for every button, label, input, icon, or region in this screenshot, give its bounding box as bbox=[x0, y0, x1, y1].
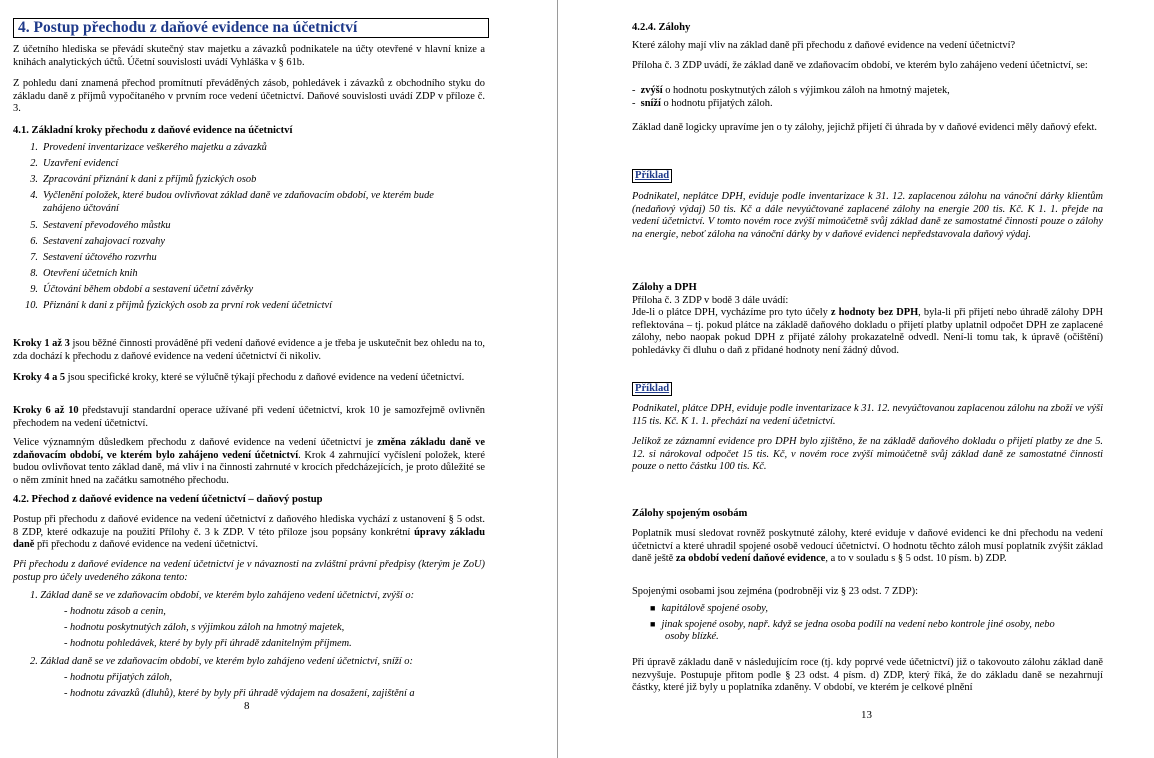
list-item: 8. Otevření účetních knih bbox=[30, 268, 138, 279]
paragraph-steps-6-10: Kroky 6 až 10 představují standardní operace užívané při vedení účetnictví, krok 10 je samozřejmě ovlivněn přechodem na vedení účetnictví. bbox=[13, 405, 485, 429]
example-label: Příklad bbox=[632, 382, 672, 396]
page-divider bbox=[557, 0, 558, 758]
heading-zalohy-dph: Zálohy a DPH bbox=[632, 282, 697, 293]
paragraph-dph: Jde-li o plátce DPH, vycházíme pro tyto účely z hodnoty bez DPH, byla-li při přijetí nebo úhradě zálohy DPH reflektována – tj. pokud plátce na základě daňového dokladu o přijetí platby uplatnil odpočet DPH ze zaplacené zálohy, nebo naopak pokud DPH z přijaté zálohy prokazatelně odvedl. Není-li tomu tak, k úpravě (očištění) pohledávky či dluhu o daň z přidané hodnoty není žádný důvod. bbox=[632, 307, 1103, 356]
list-item: 7. Sestavení účtového rozvrhu bbox=[30, 252, 157, 263]
section-heading-4-2: 4.2. Přechod z daňové evidence na vedení účetnictví – daňový postup bbox=[13, 494, 323, 505]
right-page bbox=[560, 0, 1154, 758]
paragraph-last: Při úpravě základu daně v následujícím roce (tj. kdy poprvé vede účetnictví) již o takovouto zálohu základ daně nezvyšuje. Postupuje přitom podle § 23 odst. 4 písm. d) ZDP, který říká, že do základu daně se nezahrnují částky, které již byly u poplatníka zdaněny. V období, ve kterém je celkové plnění bbox=[632, 657, 1103, 693]
paragraph-tax-procedure: Postup při přechodu z daňové evidence na vedení účetnictví z daňového hlediska vychází z ustanovení § 5 odst. 8 ZDP, které odkazuje na použití Přílohy č. 3 k ZDP. V této příloze jsou popsány konkrétní úpravy základu daně při přechodu z daňové evidence na vedení účetnictví. bbox=[13, 514, 485, 550]
section-heading-4-2-4: 4.2.4. Zálohy bbox=[632, 22, 691, 33]
list-item: 4. Vyčlenění položek, které budou ovlivňovat základ daně ve zdaňovacím období, ve kterém bude bbox=[30, 190, 434, 201]
example-2-text-a: Podnikatel, plátce DPH, eviduje podle inventarizace k 31. 12. nevyúčtovanou zaplacenou zálohu na zboží ve výši 115 tis. Kč. K 1. 1. přechází na vedení účetnictví. bbox=[632, 403, 1103, 427]
list-item: 2. Uzavření evidencí bbox=[30, 158, 119, 169]
paragraph-annex-3: Příloha č. 3 ZDP uvádí, že základ daně ve zdaňovacím období, ve kterém bylo zahájeno vedení účetnictví, se: bbox=[632, 60, 1088, 71]
list-item: 3. Zpracování přiznání k dani z příjmů fyzických osob bbox=[30, 174, 257, 185]
list-item: ■ kapitálově spojené osoby, bbox=[650, 603, 768, 614]
related-persons-intro: Spojenými osobami jsou zejména (podrobněji viz § 23 odst. 7 ZDP): bbox=[632, 586, 918, 597]
paragraph-logic: Základ daně logicky upravíme jen o ty zálohy, jejichž přijetí či úhrada by v daňové evidenci měly daňový efekt. bbox=[632, 122, 1098, 133]
paragraph-steps-1-3: Kroky 1 až 3 jsou běžné činnosti prováděné při vedení daňové evidence a je třeba je uskutečnit bez ohledu na to, zda dochází k přechodu z daňové evidence na vedení účetnictví či nikoliv. bbox=[13, 338, 485, 362]
paragraph-intro: Z účetního hlediska se převádí skutečný stav majetku a závazků podnikatele na účty otevřené v hlavní knize a knihách analytických účtů. Účetní souvislosti uvádí Vyhláška v § 61b. bbox=[13, 44, 485, 68]
list-item: osoby blízké. bbox=[665, 631, 719, 642]
list-item: 5. Sestavení převodového můstku bbox=[30, 220, 171, 231]
page-number: 8 bbox=[244, 700, 250, 712]
list-item: - hodnotu poskytnutých záloh, s výjimkou záloh na hmotný majetek, bbox=[64, 622, 345, 633]
dph-intro: Příloha č. 3 ZDP v bodě 3 dále uvádí: bbox=[632, 295, 789, 306]
list-item: - hodnotu závazků (dluhů), které by byly při úhradě výdajem na dosažení, zajištění a bbox=[64, 688, 415, 699]
example-1-text: Podnikatel, neplátce DPH, eviduje podle inventarizace k 31. 12. zaplacenou zálohu na vánoční dárky klientům (nedaňový výdaj) 50 tis. Kč a dále nevyúčtované zaplacené zálohy na energie 200 tis. Kč. K 1. 1. přejde na vedení účetnictví. V tomto novém roce zvýší mimoúčetně svůj základ daně ze samostatné činnosti pouze o zálohy na energie, neboť záloha na vánoční dárky by v daňové evidenci nepředstavovala daňový výdaj. bbox=[632, 191, 1103, 240]
left-page bbox=[0, 0, 558, 758]
list-item: - hodnotu přijatých záloh, bbox=[64, 672, 172, 683]
paragraph-significance: Velice významným důsledkem přechodu z daňové evidence na vedení účetnictví je změna základu daně ve zdaňovacím období, ve kterém bylo zahájeno vedení účetnictví. Krok 4 zahrnující vyčíslení položek, které budou ovlivňovat tento základ daně, má vliv i na činnosti zahrnuté v krocích předcházejících, je proto důležité se o něm zmínit hned na začátku samotného přechodu. bbox=[13, 437, 485, 486]
paragraph-tax-view: Z pohledu daní znamená přechod promítnutí převáděných zásob, pohledávek i závazků z obchodního styku do základu daně z příjmů vypočítaného v prvním roce vedení účetnictví. Daňové souvislosti uvádí ZDP v příloze č. 3. bbox=[13, 78, 485, 114]
paragraph-related-persons: Poplatník musí sledovat rovněž poskytnuté zálohy, které eviduje v daňové evidenci ke dni přechodu na vedení účetnictví a které uhradil spojené osobě vedoucí účetnictví. O hodnotu těchto záloh musí poplatník zvýšit základ daně ještě za období vedení daňové evidence, a to v souladu s § 5 odst. 10 písm. b) ZDP. bbox=[632, 528, 1103, 564]
list-item: ■ jinak spojené osoby, např. když se jedna osoba podílí na vedení nebo kontrole jiné osoby, nebo bbox=[650, 619, 1055, 630]
rule-increase: 1. Základ daně se ve zdaňovacím období, ve kterém bylo zahájeno vedení účetnictví, zvýší o: bbox=[30, 590, 415, 601]
section-heading-4-1: 4.1. Základní kroky přechodu z daňové evidence na účetnictví bbox=[13, 125, 293, 136]
paragraph-italic-intro: Při přechodu z daňové evidence na vedení účetnictví je v návaznosti na zvláštní právní předpisy (kterým je ZoU) postup pro účely uvedeného zákona tento: bbox=[13, 559, 485, 583]
page-number: 13 bbox=[861, 709, 872, 721]
heading-zalohy-spojenym-osobam: Zálohy spojeným osobám bbox=[632, 508, 748, 519]
example-label: Příklad bbox=[632, 169, 672, 183]
question: Které zálohy mají vliv na základ daně při přechodu z daňové evidence na vedení účetnictví? bbox=[632, 40, 1016, 51]
chapter-title: 4. Postup přechodu z daňové evidence na účetnictví bbox=[13, 18, 489, 38]
rule-decrease: 2. Základ daně se ve zdaňovacím období, ve kterém bylo zahájeno vedení účetnictví, sníží o: bbox=[30, 656, 413, 667]
list-item: - zvýší o hodnotu poskytnutých záloh s výjimkou záloh na hmotný majetek, bbox=[632, 85, 950, 96]
paragraph-steps-4-5: Kroky 4 a 5 jsou specifické kroky, které se výlučně týkají přechodu z daňové evidence na vedení účetnictví. bbox=[13, 372, 465, 383]
list-item: - sníží o hodnotu přijatých záloh. bbox=[632, 98, 773, 109]
list-item: 9. Účtování během období a sestavení účetní závěrky bbox=[30, 284, 254, 295]
example-2-text-b: Jelikož ze záznamní evidence pro DPH bylo zjištěno, že na základě daňového dokladu o přijetí platby ze dne 5. 12. si nárokoval odpočet 15 tis. Kč, v novém roce zvýší mimoúčetně svůj základ daně ze samostatné činnosti pouze o netto částku 100 tis. Kč. bbox=[632, 436, 1103, 472]
list-item: - hodnotu pohledávek, které by byly při úhradě zdanitelným příjmem. bbox=[64, 638, 352, 649]
list-item: 10. Přiznání k dani z příjmů fyzických osob za první rok vedení účetnictví bbox=[25, 300, 333, 311]
list-item: 1. Provedení inventarizace veškerého majetku a závazků bbox=[30, 142, 267, 153]
list-item: zahájeno účtování bbox=[43, 203, 119, 214]
list-item: - hodnotu zásob a cenin, bbox=[64, 606, 166, 617]
list-item: 6. Sestavení zahajovací rozvahy bbox=[30, 236, 165, 247]
